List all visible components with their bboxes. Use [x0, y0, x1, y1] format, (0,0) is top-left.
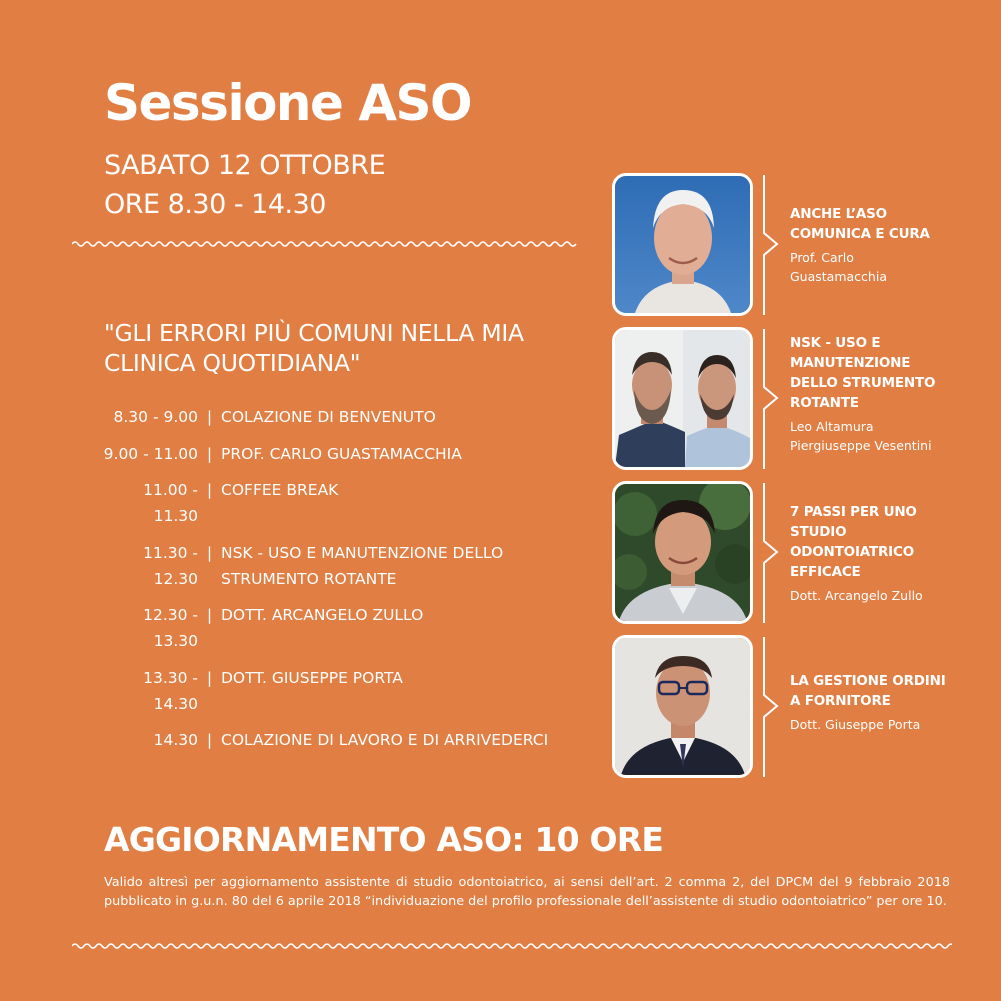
schedule-separator: | — [206, 606, 213, 625]
session-quote: "GLI ERRORI PIÙ COMUNI NELLA MIA CLINICA QUOTIDIANA" — [104, 319, 524, 378]
talk-item — [790, 334, 960, 455]
schedule-time: 12.30 - 13.30 — [143, 606, 198, 651]
speaker-photo-zullo — [612, 481, 753, 624]
credits-note: Valido altresì per aggiornamento assistente di studio odontoiatrico, ai sensi dell’art. 2 comma 2, del DPCM del 9 febbraio 2018 pubblicato in g.u.n. 80 del 6 aprile 2018 “individuazione del profilo professionale dell’assistente di studio odontoiatrico” per ore 10. — [104, 875, 950, 910]
schedule-row — [96, 602, 596, 654]
schedule-description: COFFEE BREAK — [221, 481, 339, 500]
event-time: ORE 8.30 - 14.30 — [104, 189, 326, 221]
talk-item — [790, 672, 960, 735]
schedule-time: 11.30 - 12.30 — [143, 543, 198, 588]
talk-title: LA GESTIONE ORDINI A FORNITORE — [790, 673, 946, 709]
event-date — [104, 146, 385, 224]
talk-item — [790, 205, 960, 286]
schedule-separator: | — [206, 731, 213, 750]
talk-speakers: Prof. Carlo Guastamacchia — [790, 249, 887, 284]
schedule-row — [96, 477, 596, 529]
schedule-separator: | — [206, 481, 213, 500]
divider-bracket — [763, 483, 766, 623]
schedule-description: DOTT. GIUSEPPE PORTA — [221, 668, 403, 687]
schedule-description: PROF. CARLO GUASTAMACCHIA — [221, 444, 462, 463]
schedule-separator: | — [206, 408, 213, 426]
schedule-time: 14.30 — [153, 731, 198, 750]
schedule-time: 8.30 - 9.00 — [113, 408, 198, 426]
divider-bracket — [763, 329, 766, 469]
schedule-description: COLAZIONE DI BENVENUTO — [221, 408, 436, 426]
schedule-time: 11.00 - 11.30 — [143, 481, 198, 526]
schedule-description: COLAZIONE DI LAVORO E DI ARRIVEDERCI — [221, 731, 549, 750]
speaker-photo-porta — [612, 635, 753, 778]
schedule-description: DOTT. ARCANGELO ZULLO — [221, 606, 424, 625]
speaker-photo-guastamacchia — [612, 173, 753, 316]
talk-title: ANCHE L’ASO COMUNICA E CURA — [790, 206, 930, 242]
schedule-list — [96, 404, 596, 764]
schedule-row — [96, 404, 596, 430]
talk-item — [790, 503, 960, 606]
talk-title: 7 PASSI PER UNO STUDIO ODONTOIATRICO EFFICACE — [790, 504, 917, 580]
talk-speakers: Leo Altamura Piergiuseppe Vesentini — [790, 418, 932, 453]
schedule-separator: | — [206, 668, 213, 687]
divider-bracket — [763, 637, 766, 777]
talk-speakers: Dott. Arcangelo Zullo — [790, 587, 923, 603]
wavy-divider-bottom — [72, 940, 952, 952]
credits-heading: AGGIORNAMENTO ASO: 10 ORE — [104, 820, 664, 859]
schedule-description: NSK - USO E MANUTENZIONE DELLO STRUMENTO ROTANTE — [221, 543, 504, 588]
divider-bracket — [763, 175, 766, 315]
schedule-time: 9.00 - 11.00 — [103, 444, 198, 463]
speaker-photo-altamura-vesentini — [612, 327, 753, 470]
schedule-separator: | — [206, 543, 213, 562]
page-title: Sessione ASO — [104, 74, 472, 132]
schedule-row — [96, 441, 596, 467]
schedule-separator: | — [206, 444, 213, 463]
wavy-divider-top — [72, 238, 578, 250]
talk-title: NSK - USO E MANUTENZIONE DELLO STRUMENTO ROTANTE — [790, 335, 936, 411]
schedule-row — [96, 727, 596, 753]
event-day: SABATO 12 OTTOBRE — [104, 150, 386, 181]
schedule-time: 13.30 - 14.30 — [143, 668, 198, 713]
schedule-row — [96, 540, 596, 592]
schedule-row — [96, 665, 596, 717]
talk-speakers: Dott. Giuseppe Porta — [790, 716, 921, 732]
